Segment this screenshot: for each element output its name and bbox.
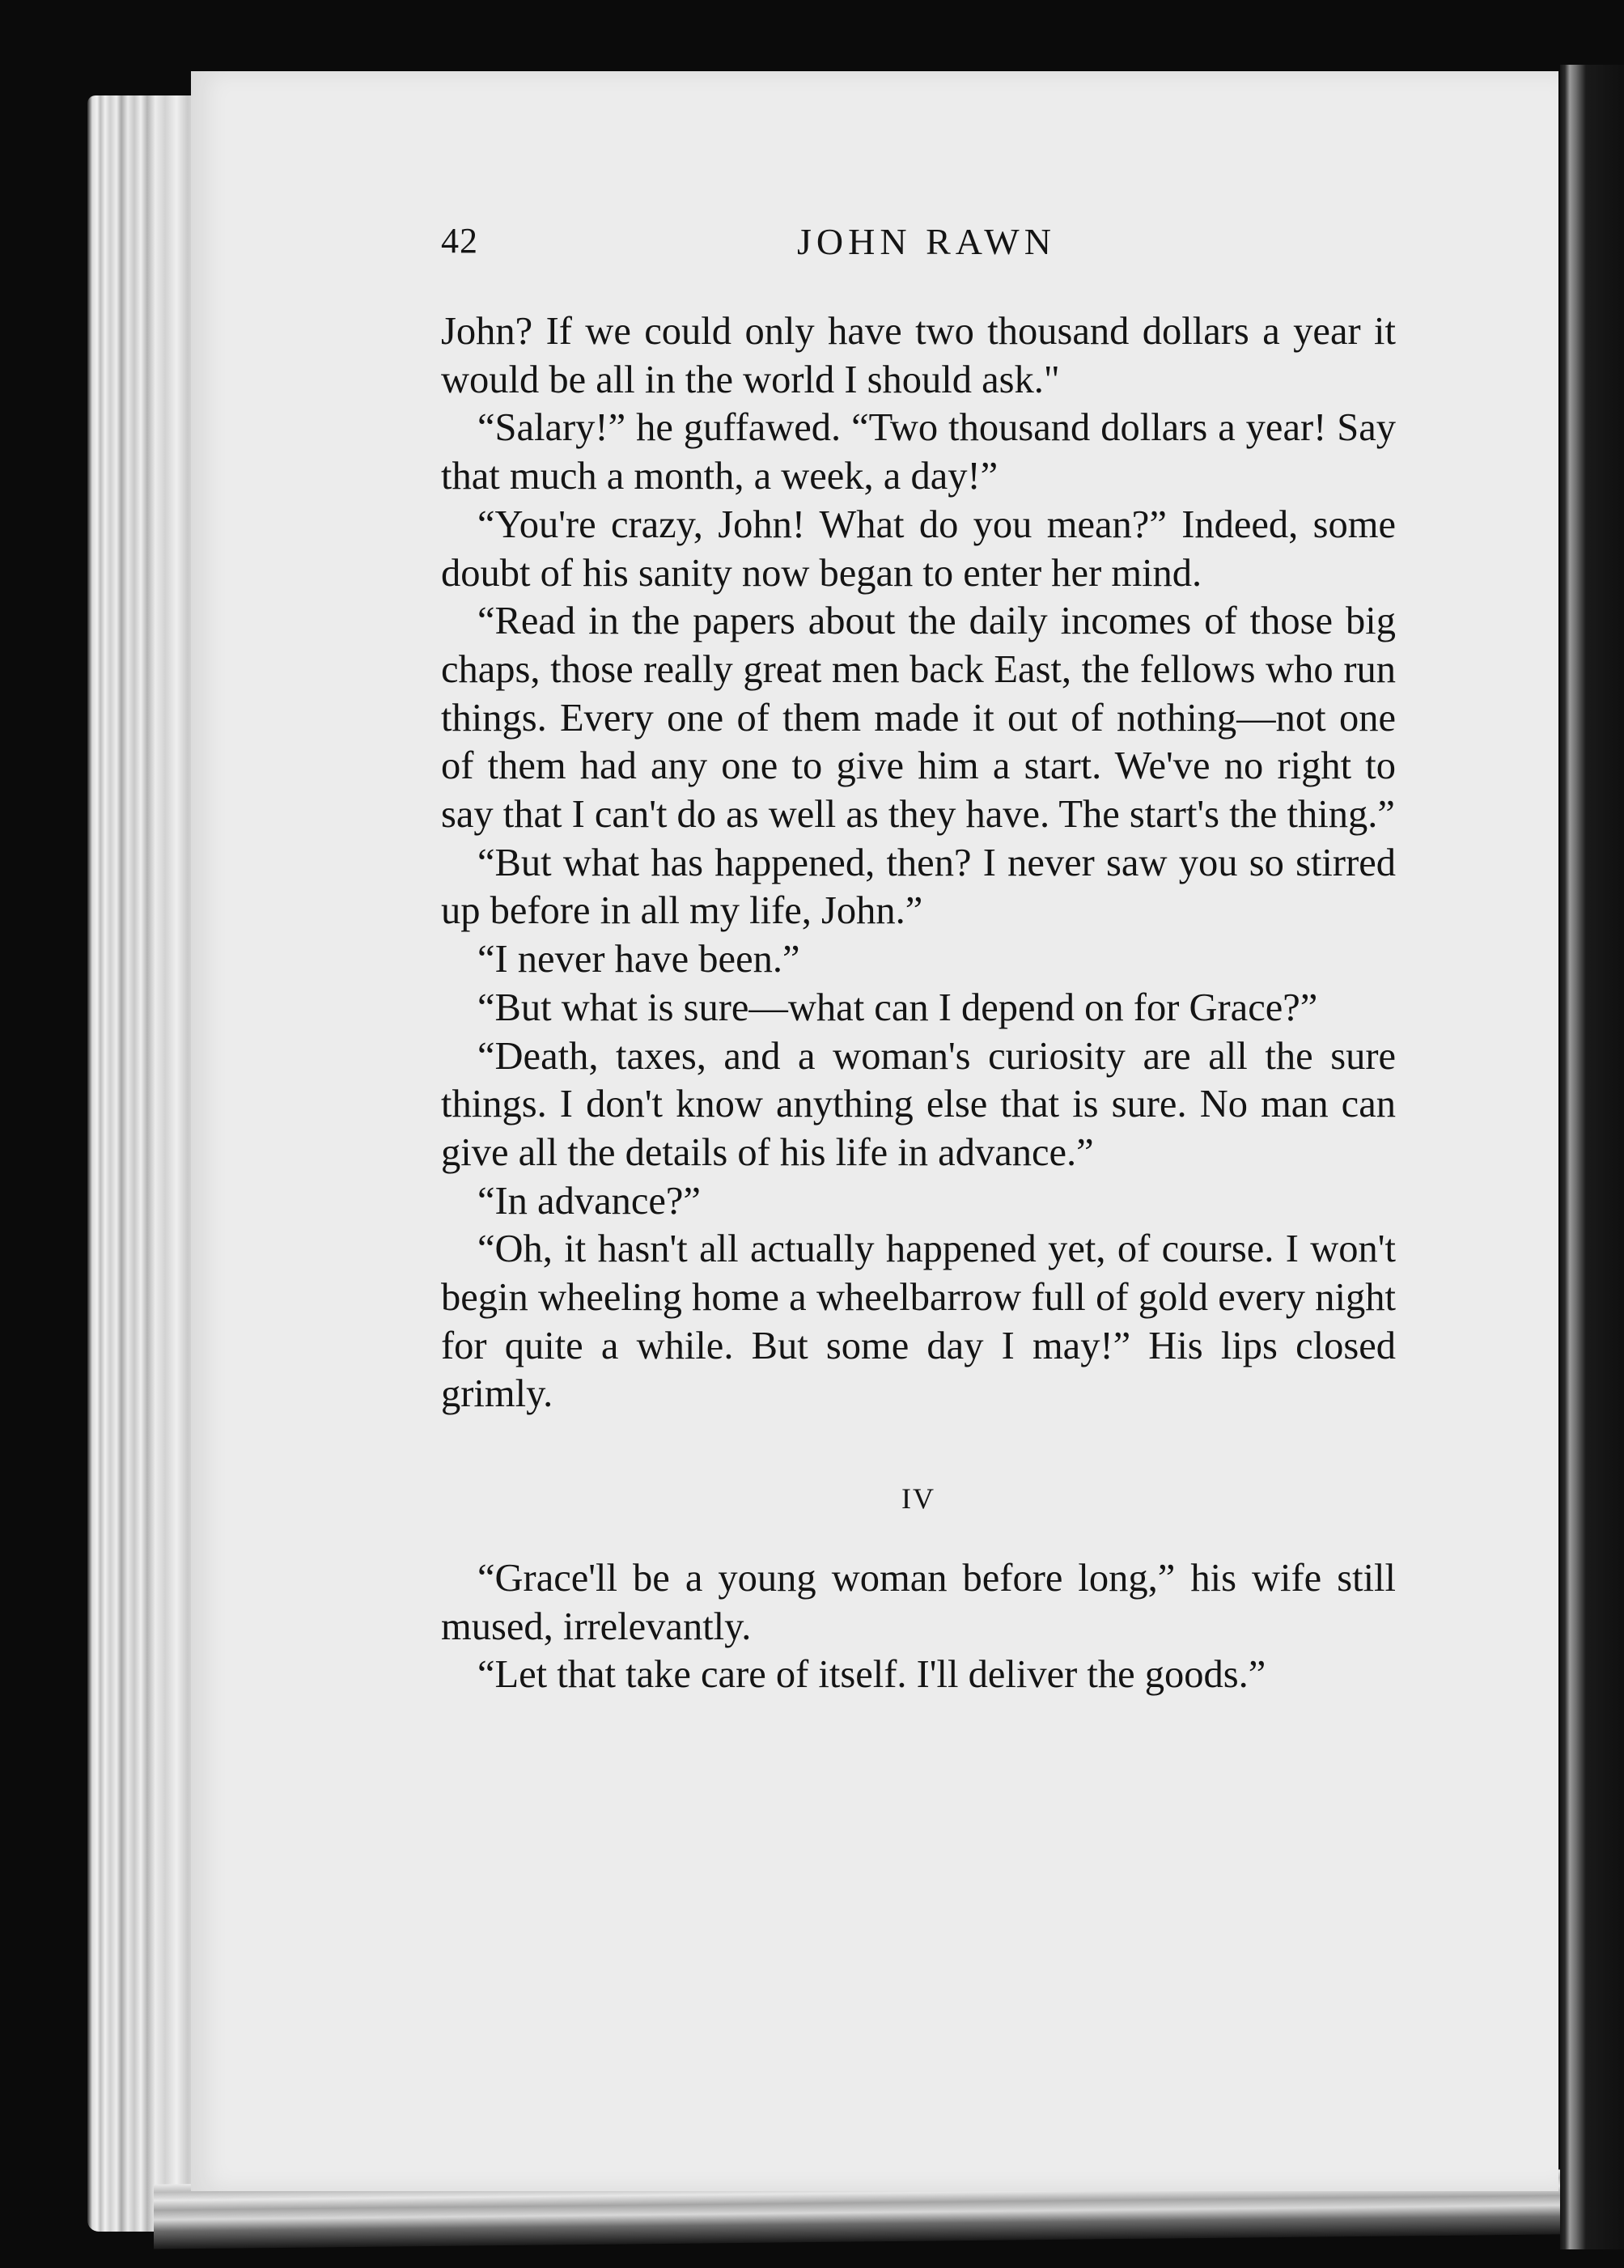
book-gutter-edge bbox=[1560, 65, 1624, 2249]
book-title: JOHN RAWN bbox=[797, 221, 1056, 262]
paragraph: “Salary!” he guffawed. “Two thousand dollars a year! Say that much a month, a week, a day!” bbox=[441, 406, 1396, 498]
book-page-edges bbox=[87, 95, 201, 2232]
paragraph: “Read in the papers about the daily incomes of those big chaps, those really great men back East, the fellows who run things. Every one of them made it out of nothing—not one of them had any one to give him a start. We've no right to say that I can't do as well as they have. The start's the thing.” bbox=[441, 600, 1396, 837]
paragraph: “Oh, it hasn't all actually happened yet, of course. I won't begin wheeling home a wheelbarrow full of gold every night for quite a while. But some day I may!” His lips closed grimly. bbox=[441, 1227, 1396, 1416]
running-head bbox=[441, 220, 1412, 269]
section-heading: IV bbox=[901, 1482, 935, 1516]
page-number: 42 bbox=[441, 221, 478, 261]
paragraph: “Grace'll be a young woman before long,” his wife still mused, irrelevantly. bbox=[441, 1556, 1396, 1648]
paragraph: “But what has happened, then? I never saw you so stirred up before in all my life, John.” bbox=[441, 841, 1396, 933]
paragraph: “Death, taxes, and a woman's curiosity are all the sure things. I don't know anything else that is sure. No man can give all the details of his life in advance.” bbox=[441, 1034, 1396, 1174]
paragraph: “In advance?” bbox=[477, 1179, 701, 1223]
paragraph: John? If we could only have two thousand dollars a year it would be all in the world I should ask." bbox=[441, 310, 1396, 401]
body-text bbox=[441, 307, 1396, 1699]
paragraph: “Let that take care of itself. I'll deliver the goods.” bbox=[477, 1653, 1266, 1697]
paragraph: “But what is sure—what can I depend on for Grace?” bbox=[477, 986, 1318, 1029]
paragraph: “I never have been.” bbox=[477, 938, 800, 981]
paragraph: “You're crazy, John! What do you mean?” Indeed, some doubt of his sanity now began to enter her mind. bbox=[441, 502, 1396, 595]
